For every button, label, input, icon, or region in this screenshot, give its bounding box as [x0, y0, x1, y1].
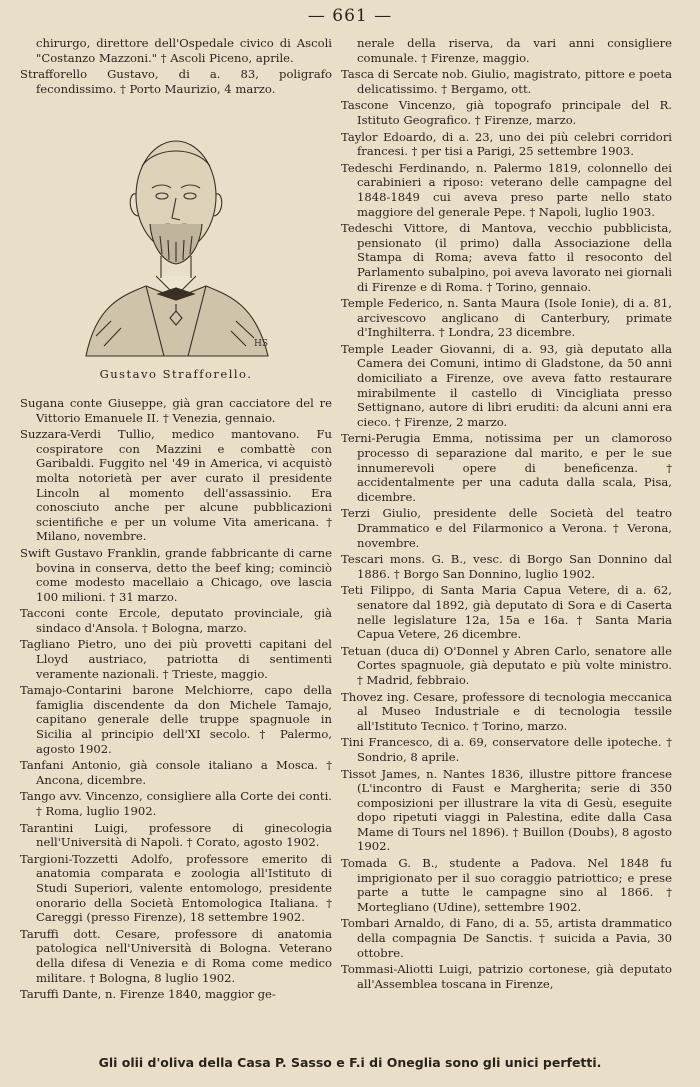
entry: Tedeschi Ferdinando, n. Palermo 1819, colonnello dei carabinieri a riposo: veterano delle campagne del 1848-1849 cui aveva preso parte nello stato maggiore del generale Pepe. † Napoli, luglio 1903.	[341, 160, 672, 219]
entry: Tascone Vincenzo, già topografo principale del R. Istituto Geografico. † Firenze, marzo.	[341, 98, 672, 127]
entry: Taylor Edoardo, di a. 23, uno dei più celebri corridori francesi. † per tisi a Parigi, 25 settembre 1903.	[341, 129, 672, 159]
entry: Taruffi dott. Cesare, professore di anatomia patologica nell'Università di Bologna. Veterano della difesa di Venezia e di Roma come medico militare. † Bologna, 8 luglio 1902.	[20, 926, 332, 985]
entry: Terni-Perugia Emma, notissima per un clamoroso processo di separazione dal marito, e per le sue innumerevoli opere di beneficenza. † accidentalmente per una caduta dalla scala, Pisa, dicembre.	[341, 431, 672, 504]
entry: Tomada G. B., studente a Padova. Nel 1848 fu imprigionato per il suo coraggio patriottico; e prese parte a tutte le campagne sino al 1866. † Mortegliano (Udine), settembre 1902.	[341, 856, 672, 914]
entry: Tescari mons. G. B., vesc. di Borgo San Donnino dal 1886. † Borgo San Donnino, luglio 1902.	[341, 552, 672, 581]
entry: Terzi Giulio, presidente delle Società del teatro Drammatico e del Filarmonico a Verona. † Verona, novembre.	[341, 506, 672, 550]
entry: Teti Filippo, di Santa Maria Capua Vetere, di a. 62, senatore dal 1892, già deputato di Sora e di Caserta nelle legislature 12a, 15a e 16a. † Santa Maria Capua Vetere, 26 dicembre.	[341, 583, 672, 642]
entry: Suzzara-Verdi Tullio, medico mantovano. Fu cospiratore con Mazzini e combattè con Garibaldi. Fuggito nel '49 in America, vi acquistò molta notorietà per aver curato il presidente Lincoln al momento dell'assassinio. Era conosciuto anche per alcune pubblicazioni scientifiche e per un volume Vita americana. † Milano, novembre.	[20, 427, 332, 544]
entry: nerale della riserva, da vari anni consigliere comunale. † Firenze, maggio.	[357, 36, 672, 65]
entry: chirurgo, direttore dell'Ospedale civico di Ascoli "Costanzo Mazzoni." † Ascoli Piceno, aprile.	[36, 36, 332, 65]
left-column	[20, 36, 332, 1004]
entry: Tagliano Pietro, uno dei più provetti capitani del Lloyd austriaco, patriotta di sentimenti veramente nazionali. † Trieste, maggio.	[20, 637, 332, 681]
entry: Targioni-Tozzetti Adolfo, professore emerito di anatomia comparata e zoologia all'Istituto di Studi Superiori, valente entomologo, presidente onorario della Società Entomologica Italiana. † Careggi (presso Firenze), 18 settembre 1902.	[20, 851, 332, 925]
entry: Tanfani Antonio, già console italiano a Mosca. † Ancona, dicembre.	[20, 758, 332, 787]
entry: Tombari Arnaldo, di Fano, di a. 55, artista drammatico della compagnia De Sanctis. † suicida a Pavia, 30 ottobre.	[341, 916, 672, 960]
entry: Swift Gustavo Franklin, grande fabbricante di carne bovina in conserva, detto the beef king; cominciò come modesto macellaio a Chicago, ove lascia 100 milioni. † 31 marzo.	[20, 545, 332, 604]
entry: Tedeschi Vittore, di Mantova, vecchio pubblicista, pensionato (il primo) dalla Associazione della Stampa di Roma; aveva fatto il resoconto del Parlamento subalpino, poi aveva lavorato nei giornali di Firenze e di Roma. † Torino, gennaio.	[341, 221, 672, 294]
svg-text:HS: HS	[254, 339, 269, 350]
entry: Tasca di Sercate nob. Giulio, magistrato, pittore e poeta delicatissimo. † Bergamo, ott.	[341, 67, 672, 96]
entry: Strafforello Gustavo, di a. 83, poligrafo fecondissimo. † Porto Maurizio, 4 marzo.	[20, 67, 332, 96]
entry: Tissot James, n. Nantes 1836, illustre pittore francese (L'incontro di Faust e Margherita; serie di 350 composizioni per illustrare la vita di Gesù, eseguite dopo ripetuti viaggi in Palestina, edite dalla Casa Mame di Tours nel 1896). † Buillon (Doubs), 8 agosto 1902.	[341, 766, 672, 854]
entry: Temple Federico, n. Santa Maura (Isole Ionie), di a. 81, arcivescovo anglicano di Canterbury, primate d'Inghilterra. † Londra, 23 dicembre.	[341, 296, 672, 340]
portrait-engraving	[76, 106, 276, 361]
entry: Tetuan (duca di) O'Donnel y Abren Carlo, senatore alle Cortes spagnuole, già deputato e più volte ministro. † Madrid, febbraio.	[341, 643, 672, 687]
entry: Tommasi-Aliotti Luigi, patrizio cortonese, già deputato all'Assemblea toscana in Firenze,	[341, 962, 672, 991]
portrait-figure	[20, 106, 332, 382]
entry: Tacconi conte Ercole, deputato provinciale, già sindaco d'Ansola. † Bologna, marzo.	[20, 606, 332, 635]
entry: Tini Francesco, di a. 69, conservatore delle ipoteche. † Sondrio, 8 aprile.	[341, 735, 672, 764]
entry: Tamajo-Contarini barone Melchiorre, capo della famiglia discendente da don Michele Tamajo, capitano generale delle truppe spagnuole in Sicilia al principio dell'XI secolo. † Palermo, agosto 1902.	[20, 683, 332, 756]
entry: Taruffi Dante, n. Firenze 1840, maggior ge-	[20, 987, 276, 1002]
entry: Temple Leader Giovanni, di a. 93, già deputato alla Camera dei Comuni, intimo di Gladstone, da 50 anni domiciliato a Firenze, ove aveva fatto restaurare mirabilmente il castello di Vincigliata presso Settignano, autore di libri eruditi: da alcuni anni era cieco. † Firenze, 2 marzo.	[341, 341, 672, 429]
entry: Sugana conte Giuseppe, già gran cacciatore del re Vittorio Emanuele II. † Venezia, gennaio.	[20, 395, 332, 425]
portrait-caption: Gustavo Strafforello.	[99, 367, 253, 382]
entry: Tarantini Luigi, professore di ginecologia nell'Università di Napoli. † Corato, agosto 1902.	[20, 820, 332, 850]
right-column	[341, 36, 672, 993]
entry: Thovez ing. Cesare, professore di tecnologia meccanica al Museo Industriale e di tecnologia tessile all'Istituto Tecnico. † Torino, marzo.	[341, 689, 672, 733]
advertisement-footer: Gli olii d'oliva della Casa P. Sasso e F.i di Oneglia sono gli unici perfetti.	[98, 1055, 602, 1070]
entry: Tango avv. Vincenzo, consigliere alla Corte dei conti. † Roma, luglio 1902.	[20, 789, 332, 818]
page-number: — 661 —	[307, 6, 393, 26]
